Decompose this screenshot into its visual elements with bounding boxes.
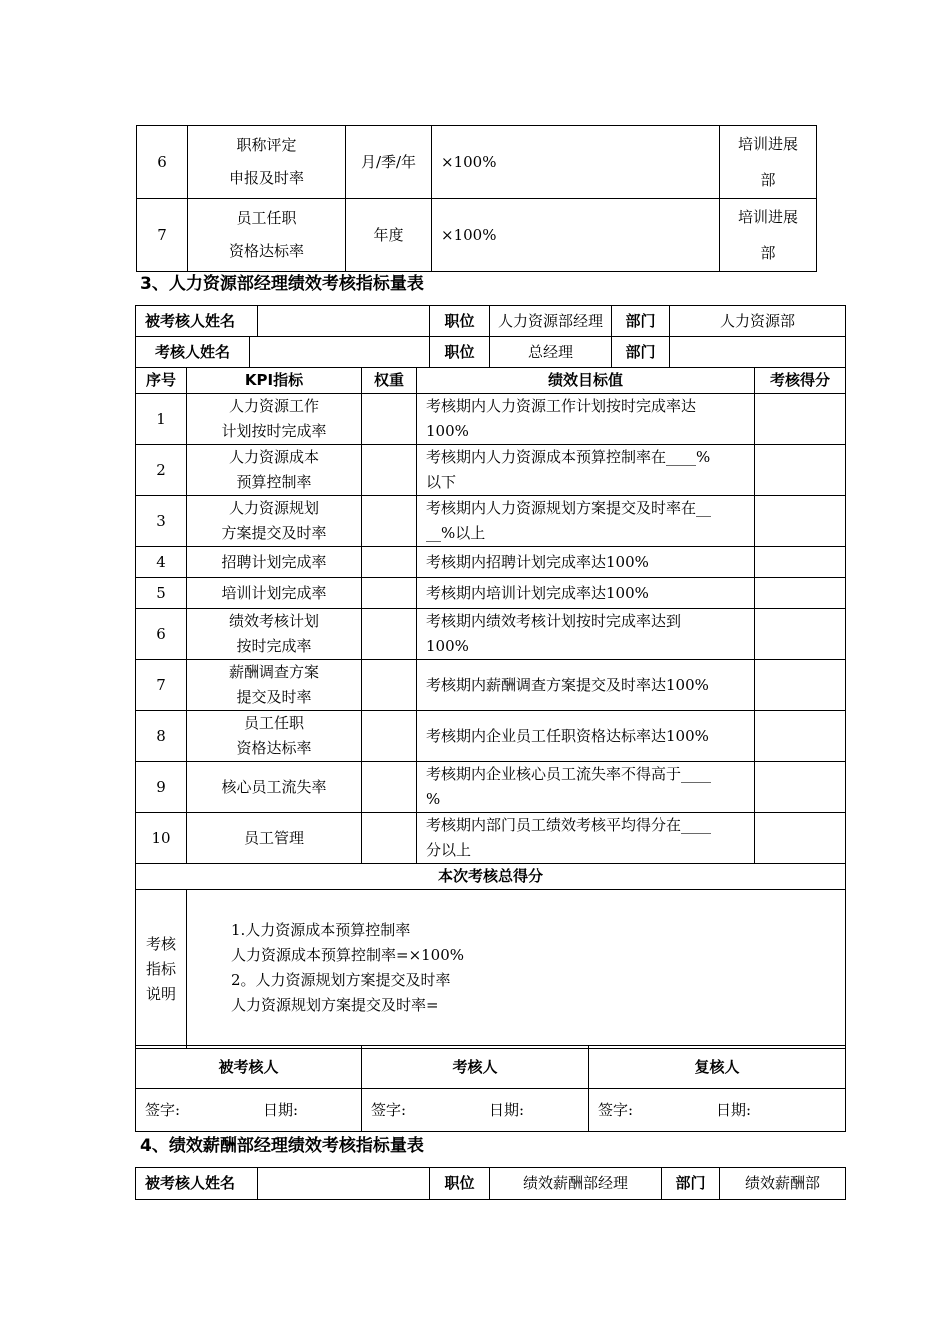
kpi-name: 核心员工流失率: [187, 762, 362, 813]
kpi-name: 员工任职 资格达标率: [188, 199, 346, 272]
examinee-name-field[interactable]: [258, 306, 430, 337]
examinee-name-field[interactable]: [258, 1168, 430, 1200]
section-title: 3、人力资源部经理绩效考核指标量表: [140, 274, 424, 294]
period: 年度: [346, 199, 432, 272]
dept-value-field[interactable]: [670, 337, 846, 368]
row-number: 1: [136, 394, 187, 445]
dept-value: 人力资源部: [670, 306, 846, 337]
kpi-name: 人力资源成本 预算控制率: [187, 445, 362, 496]
note-line: 人力资源成本预算控制率=×100%: [231, 946, 465, 964]
examinee-info-row: [135, 305, 846, 337]
row-number: 7: [136, 660, 187, 711]
notes-label: 考核 指标 说明: [136, 890, 187, 1049]
note-line: 1.人力资源成本预算控制率: [231, 921, 411, 939]
kpi-name: 薪酬调查方案 提交及时率: [187, 660, 362, 711]
target-value: 考核期内薪酬调查方案提交及时率达100%: [417, 660, 755, 711]
score-field[interactable]: [755, 445, 846, 496]
position-label: 职位: [430, 337, 490, 368]
weight-field[interactable]: [362, 445, 417, 496]
dept-label: 部门: [612, 337, 670, 368]
position-label: 职位: [430, 306, 490, 337]
table-row: [136, 609, 846, 660]
row-number: 3: [136, 496, 187, 547]
period: 月/季/年: [346, 126, 432, 199]
table-row: [136, 394, 846, 445]
weight-field[interactable]: [362, 394, 417, 445]
weight-field[interactable]: [362, 496, 417, 547]
kpi-name: 员工管理: [187, 813, 362, 864]
signature-field[interactable]: 签字: 日期:: [589, 1089, 846, 1132]
col-header-target: 绩效目标值: [417, 368, 755, 394]
signer-examinee: 被考核人: [136, 1046, 362, 1089]
row-number: 6: [137, 126, 188, 199]
kpi-name: 绩效考核计划 按时完成率: [187, 609, 362, 660]
kpi-name: 人力资源规划 方案提交及时率: [187, 496, 362, 547]
table-row: [136, 813, 846, 864]
score-field[interactable]: [755, 813, 846, 864]
weight-field[interactable]: [362, 813, 417, 864]
responsible-dept: 培训进展 部: [720, 126, 817, 199]
row-number: 6: [136, 609, 187, 660]
kpi-name: 人力资源工作 计划按时完成率: [187, 394, 362, 445]
notes-row: [136, 890, 846, 1049]
target-value: 考核期内企业员工任职资格达标率达100%: [417, 711, 755, 762]
table-row: [136, 578, 846, 609]
kpi-name: 招聘计划完成率: [187, 547, 362, 578]
table-row: [136, 496, 846, 547]
row-number: 4: [136, 547, 187, 578]
formula: ×100%: [432, 126, 720, 199]
score-field[interactable]: [755, 394, 846, 445]
kpi-name: 职称评定 申报及时率: [188, 126, 346, 199]
score-field[interactable]: [755, 578, 846, 609]
table-row: [137, 199, 817, 272]
weight-field[interactable]: [362, 762, 417, 813]
col-header-kpi: KPI指标: [187, 368, 362, 394]
kpi-table: [135, 367, 846, 1049]
examiner-info-row: [135, 336, 846, 368]
signer-examiner: 考核人: [362, 1046, 589, 1089]
score-field[interactable]: [755, 609, 846, 660]
examinee-label: 被考核人姓名: [136, 306, 258, 337]
target-value: 考核期内绩效考核计划按时完成率达到 100%: [417, 609, 755, 660]
col-header-no: 序号: [136, 368, 187, 394]
position-value: 人力资源部经理: [490, 306, 612, 337]
examiner-label: 考核人姓名: [136, 337, 250, 368]
target-value: 考核期内招聘计划完成率达100%: [417, 547, 755, 578]
row-number: 2: [136, 445, 187, 496]
score-field[interactable]: [755, 711, 846, 762]
target-value: 考核期内人力资源规划方案提交及时率在__ __%以上: [417, 496, 755, 547]
signature-table: [135, 1045, 846, 1132]
table-header-row: [136, 368, 846, 394]
col-header-score: 考核得分: [755, 368, 846, 394]
dept-value: 绩效薪酬部: [720, 1168, 846, 1200]
row-number: 5: [136, 578, 187, 609]
target-value: 考核期内培训计划完成率达100%: [417, 578, 755, 609]
total-score-label: 本次考核总得分: [136, 864, 846, 890]
total-score-row: [136, 864, 846, 890]
section-title: 4、绩效薪酬部经理绩效考核指标量表: [140, 1136, 424, 1156]
score-field[interactable]: [755, 496, 846, 547]
responsible-dept: 培训进展 部: [720, 199, 817, 272]
dept-label: 部门: [662, 1168, 720, 1200]
examiner-name-field[interactable]: [250, 337, 430, 368]
weight-field[interactable]: [362, 711, 417, 762]
formula: ×100%: [432, 199, 720, 272]
notes-content: [187, 890, 846, 1049]
row-number: 8: [136, 711, 187, 762]
signature-field[interactable]: 签字: 日期:: [136, 1089, 362, 1132]
target-value: 考核期内人力资源工作计划按时完成率达 100%: [417, 394, 755, 445]
position-value: 绩效薪酬部经理: [490, 1168, 662, 1200]
position-label: 职位: [430, 1168, 490, 1200]
score-field[interactable]: [755, 660, 846, 711]
table-row: [137, 126, 817, 199]
kpi-name: 员工任职 资格达标率: [187, 711, 362, 762]
score-field[interactable]: [755, 547, 846, 578]
examinee-info-row: [135, 1167, 846, 1200]
row-number: 9: [136, 762, 187, 813]
weight-field[interactable]: [362, 660, 417, 711]
score-field[interactable]: [755, 762, 846, 813]
row-number: 7: [137, 199, 188, 272]
row-number: 10: [136, 813, 187, 864]
note-line: 2。人力资源规划方案提交及时率: [231, 971, 451, 989]
kpi-table-continued: [136, 125, 817, 272]
table-row: [136, 547, 846, 578]
table-row: [136, 660, 846, 711]
signer-reviewer: 复核人: [589, 1046, 846, 1089]
col-header-weight: 权重: [362, 368, 417, 394]
position-value: 总经理: [490, 337, 612, 368]
target-value: 考核期内人力资源成本预算控制率在____% 以下: [417, 445, 755, 496]
weight-field[interactable]: [362, 578, 417, 609]
target-value: 考核期内企业核心员工流失率不得高于____ %: [417, 762, 755, 813]
signature-field[interactable]: 签字: 日期:: [362, 1089, 589, 1132]
table-row: [136, 762, 846, 813]
table-row: [136, 445, 846, 496]
weight-field[interactable]: [362, 547, 417, 578]
examinee-label: 被考核人姓名: [136, 1168, 258, 1200]
dept-label: 部门: [612, 306, 670, 337]
weight-field[interactable]: [362, 609, 417, 660]
note-line: 人力资源规划方案提交及时率=: [231, 996, 439, 1014]
target-value: 考核期内部门员工绩效考核平均得分在____ 分以上: [417, 813, 755, 864]
kpi-name: 培训计划完成率: [187, 578, 362, 609]
table-row: [136, 711, 846, 762]
